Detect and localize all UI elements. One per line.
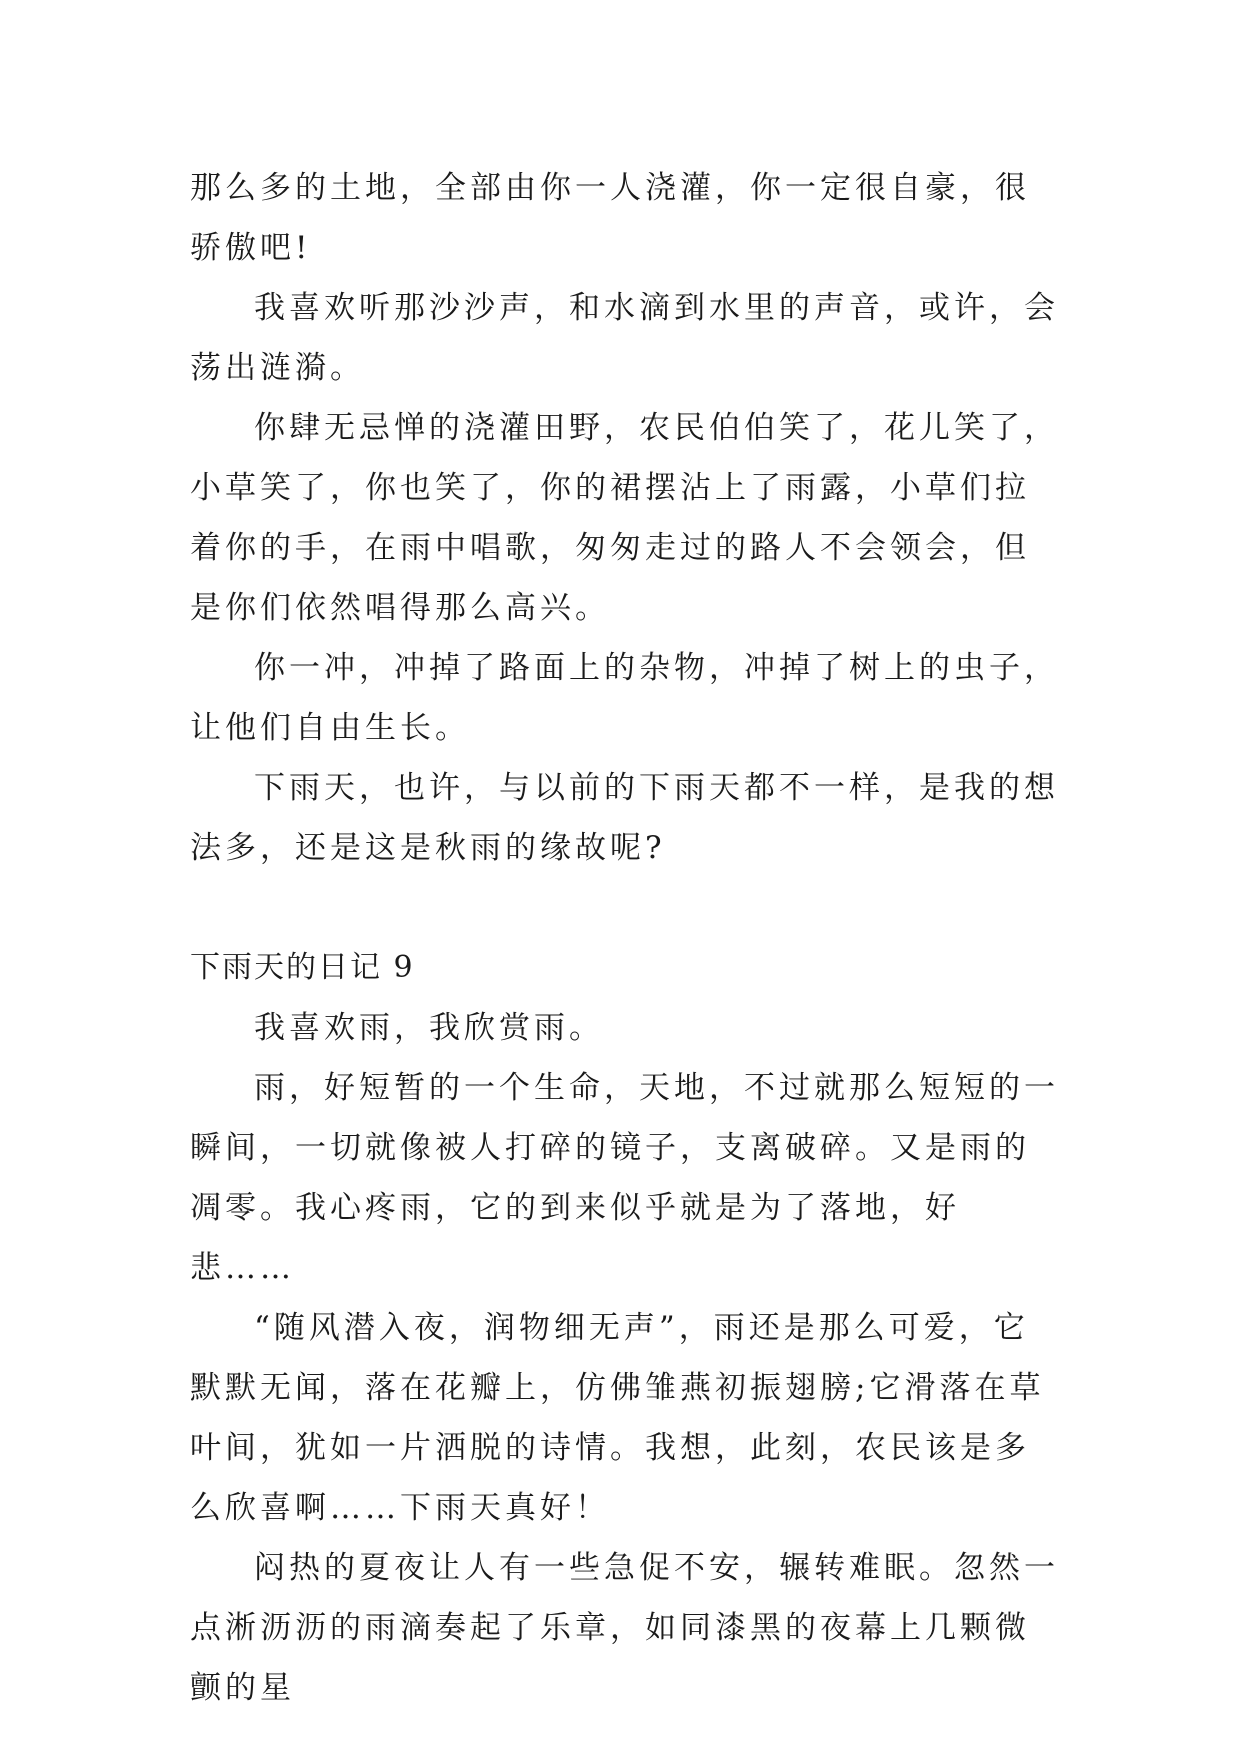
paragraph: 那么多的土地，全部由你一人浇灌，你一定很自豪，很骄傲吧! xyxy=(190,170,1030,266)
section-gap xyxy=(190,878,1060,938)
paragraph: 下雨天，也许，与以前的下雨天都不一样，是我的想法多，还是这是秋雨的缘故呢? xyxy=(190,770,1059,866)
section-title: 下雨天的日记 9 xyxy=(190,950,415,985)
paragraph: 你肆无忌惮的浇灌田野，农民伯伯笑了，花儿笑了，小草笑了，你也笑了，你的裙摆沾上了雨露，小草们拉着你的手，在雨中唱歌，匆匆走过的路人不会领会，但是你们依然唱得那么高兴。 xyxy=(190,410,1059,626)
paragraph: 我喜欢听那沙沙声，和水滴到水里的声音，或许，会荡出涟漪。 xyxy=(190,290,1059,386)
paragraph: 你一冲，冲掉了路面上的杂物，冲掉了树上的虫子，让他们自由生长。 xyxy=(190,650,1059,746)
paragraph: 闷热的夏夜让人有一些急促不安，辗转难眠。忽然一点淅沥沥的雨滴奏起了乐章，如同漆黑的夜幕上几颗微颤的星 xyxy=(190,1550,1059,1706)
paragraph: 雨，好短暂的一个生命，天地，不过就那么短短的一瞬间，一切就像被人打碎的镜子，支离破碎。又是雨的凋零。我心疼雨，它的到来似乎就是为了落地，好悲…… xyxy=(190,1070,1059,1286)
document-body xyxy=(190,158,1060,1718)
paragraph: 我喜欢雨，我欣赏雨。 xyxy=(254,1010,604,1046)
paragraph: “随风潜入夜，润物细无声”，雨还是那么可爱，它默默无闻，落在花瓣上，仿佛雏燕初振翅膀;它滑落在草叶间，犹如一片洒脱的诗情。我想，此刻，农民该是多么欣喜啊……下雨天真好！ xyxy=(190,1310,1045,1526)
